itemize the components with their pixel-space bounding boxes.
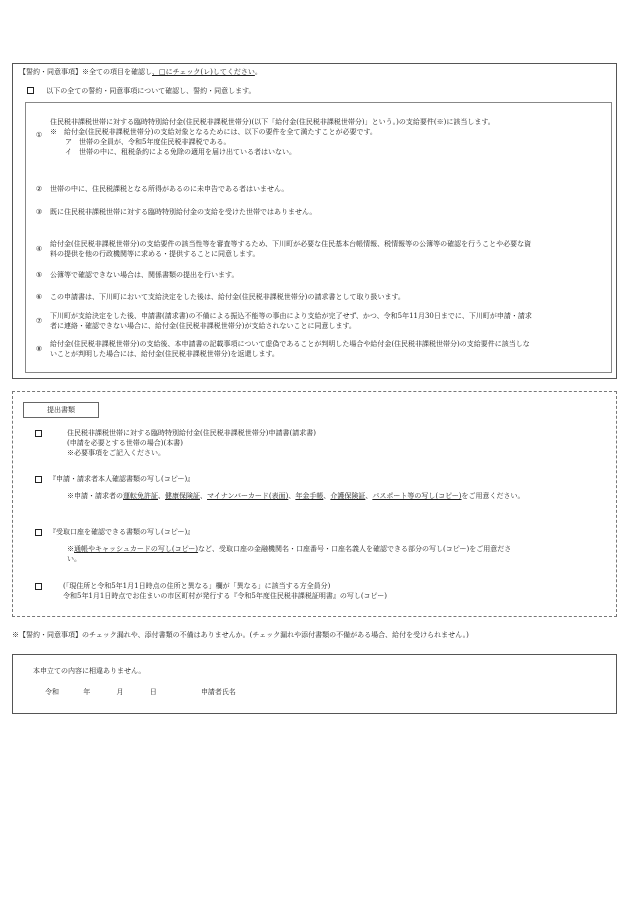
pledge-header-prefix: 【誓約・同意事項】※全ての項目を確認し (19, 68, 152, 76)
id-doc-care-insurance: 介護保険証 (330, 492, 366, 501)
document-title: 『申請・請求者本人確認書類の写し(コピー)』 (49, 475, 195, 483)
document-line: ※必要事項をご記入ください。 (67, 449, 165, 458)
item-number: ⑥ (35, 293, 43, 301)
item-number: ④ (35, 245, 43, 253)
signature-section (12, 654, 617, 714)
item-line: 世帯の中に、住民税課税となる所得があるのに未申告である者はいません。 (50, 185, 289, 193)
id-doc-mynumber-card: マイナンバーカード(表面) (207, 492, 289, 501)
date-month-label: 月 (116, 688, 124, 696)
item-number: ⑤ (35, 271, 43, 279)
item-line: ※ 給付金(住民税非課税世帯分)の支給対象となるためには、以下の要件を全て満たすことが必要です。 (50, 128, 377, 137)
item-line: 料の提供を他の行政機関等に求める・提供することに同意します。 (50, 250, 260, 259)
document-checkbox[interactable] (35, 430, 42, 437)
document-line: 令和5年1月1日時点でお住まいの市区町村が発行する『令和5年度住民税非課税証明書』の写し(コピー) (63, 592, 387, 601)
warning-note: ※【誓約・同意事項】のチェック漏れや、添付書類の不備はありませんか。(チェック漏れや添付書類の不備がある場合、給付を受けられません。) (12, 631, 469, 639)
documents-label: 提出書類 (47, 406, 75, 414)
agree-all-label: 以下の全ての誓約・同意事項について確認し、誓約・同意します。 (46, 87, 256, 95)
item-line: 下川町が支給決定をした後、申請書(請求書)の不備による振込不能等の事由により支給が完了せず、かつ、令和5年11月30日までに、下川町が申請・請求 (50, 312, 532, 320)
document-line: (「現住所と令和5年1月1日時点の住所と異なる」欄が「異なる」に該当する方全員分) (63, 582, 331, 590)
document-item-bank (35, 527, 606, 564)
document-checkbox[interactable] (35, 529, 42, 536)
documents-section (12, 391, 617, 617)
pledge-section (12, 63, 617, 379)
id-doc-pension-book: 年金手帳 (295, 492, 324, 501)
pledge-header (19, 67, 262, 77)
item-number: ⑦ (35, 317, 43, 325)
id-doc-passport: パスポート等の写し(コピー) (372, 492, 462, 501)
item-number: ② (35, 185, 43, 193)
pledge-item-1 (26, 117, 611, 167)
signature-statement: 本申立ての内容に相違ありません。 (33, 667, 146, 675)
document-note: ※通帳やキャッシュカードの写し(コピー)など、受取口座の金融機関名・口座番号・口座名義人を確認できる部分の写し(コピー)をご用意ださ い。 (67, 545, 512, 564)
applicant-name-label: 申請者氏名 (200, 688, 236, 696)
document-item-tax-certificate (35, 581, 606, 601)
document-item-id (35, 474, 606, 501)
item-number: ⑧ (35, 345, 43, 353)
documents-label-box (23, 402, 99, 418)
document-checkbox[interactable] (35, 583, 42, 590)
item-line: 公簿等で確認できない場合は、関係書類の提出を行います。 (50, 271, 239, 279)
document-item-application (35, 428, 606, 458)
agree-all-checkbox[interactable] (27, 87, 34, 94)
bank-doc-passbook: 通帳やキャッシュカードの写し(コピー) (74, 545, 199, 554)
date-era: 令和 (45, 688, 59, 696)
item-line: 住民税非課税世帯に対する臨時特別給付金(住民税非課税世帯分)(以下「給付金(住民税非課税世帯分)」という。)の支給要件(※)に該当します。 (50, 118, 495, 126)
date-year-label: 年 (83, 688, 91, 696)
item-line: 給付金(住民税非課税世帯分)の支給要件の該当性等を審査等するため、下川町が必要な住民基本台帳情報、税情報等の公簿等の確認を行うことや必要な資 (50, 240, 532, 248)
item-number: ① (35, 131, 43, 139)
document-checkbox[interactable] (35, 476, 42, 483)
pledge-header-suffix: 。 (254, 68, 262, 76)
document-title: 『受取口座を確認できる書類の写し(コピー)』 (49, 528, 195, 536)
item-line: いことが判明した場合には、給付金(住民税非課税世帯分)を返還します。 (50, 350, 279, 359)
item-line: 給付金(住民税非課税世帯分)の支給後、本申請書の記載事項について虚偽であることが判明した場合や給付金(住民税非課税世帯分)の支給要件に該当しな (50, 340, 530, 348)
item-number: ③ (35, 208, 43, 216)
pledge-items-box (25, 102, 612, 373)
agree-all-row[interactable] (27, 86, 256, 96)
item-line: イ 世帯の中に、租税条約による免除の適用を届け出ている者はいない。 (58, 148, 296, 157)
document-line: (申請を必要とする世帯の場合)(本書) (67, 439, 183, 448)
document-note: ※申請・請求者の運転免許証、健康保険証、マイナンバーカード(表面)、年金手帳、介護保険証、パスポート等の写し(コピー)をご用意ください。 (67, 492, 525, 501)
id-doc-drivers-license: 運転免許証 (123, 492, 158, 501)
item-line: 者に連絡・確認できない場合に、給付金(住民税非課税世帯分)が支給されないことに同意します。 (50, 322, 356, 331)
signature-date-row (45, 687, 445, 697)
item-line: 既に住民税非課税世帯に対する臨時特別給付金の支給を受けた世帯ではありません。 (50, 208, 317, 216)
id-doc-health-insurance: 健康保険証 (165, 492, 200, 501)
item-line: ア 世帯の全員が、令和5年度住民税非課税である。 (58, 138, 231, 147)
document-line: 住民税非課税世帯に対する臨時特別給付金(住民税非課税世帯分)申請書(請求書) (67, 429, 316, 437)
pledge-header-instruction: 、□にチェック(レ)してください (152, 68, 255, 76)
item-line: この申請書は、下川町において支給決定をした後は、給付金(住民税非課税世帯分)の請求書として取り扱います。 (50, 293, 405, 301)
date-day-label: 日 (149, 688, 157, 696)
